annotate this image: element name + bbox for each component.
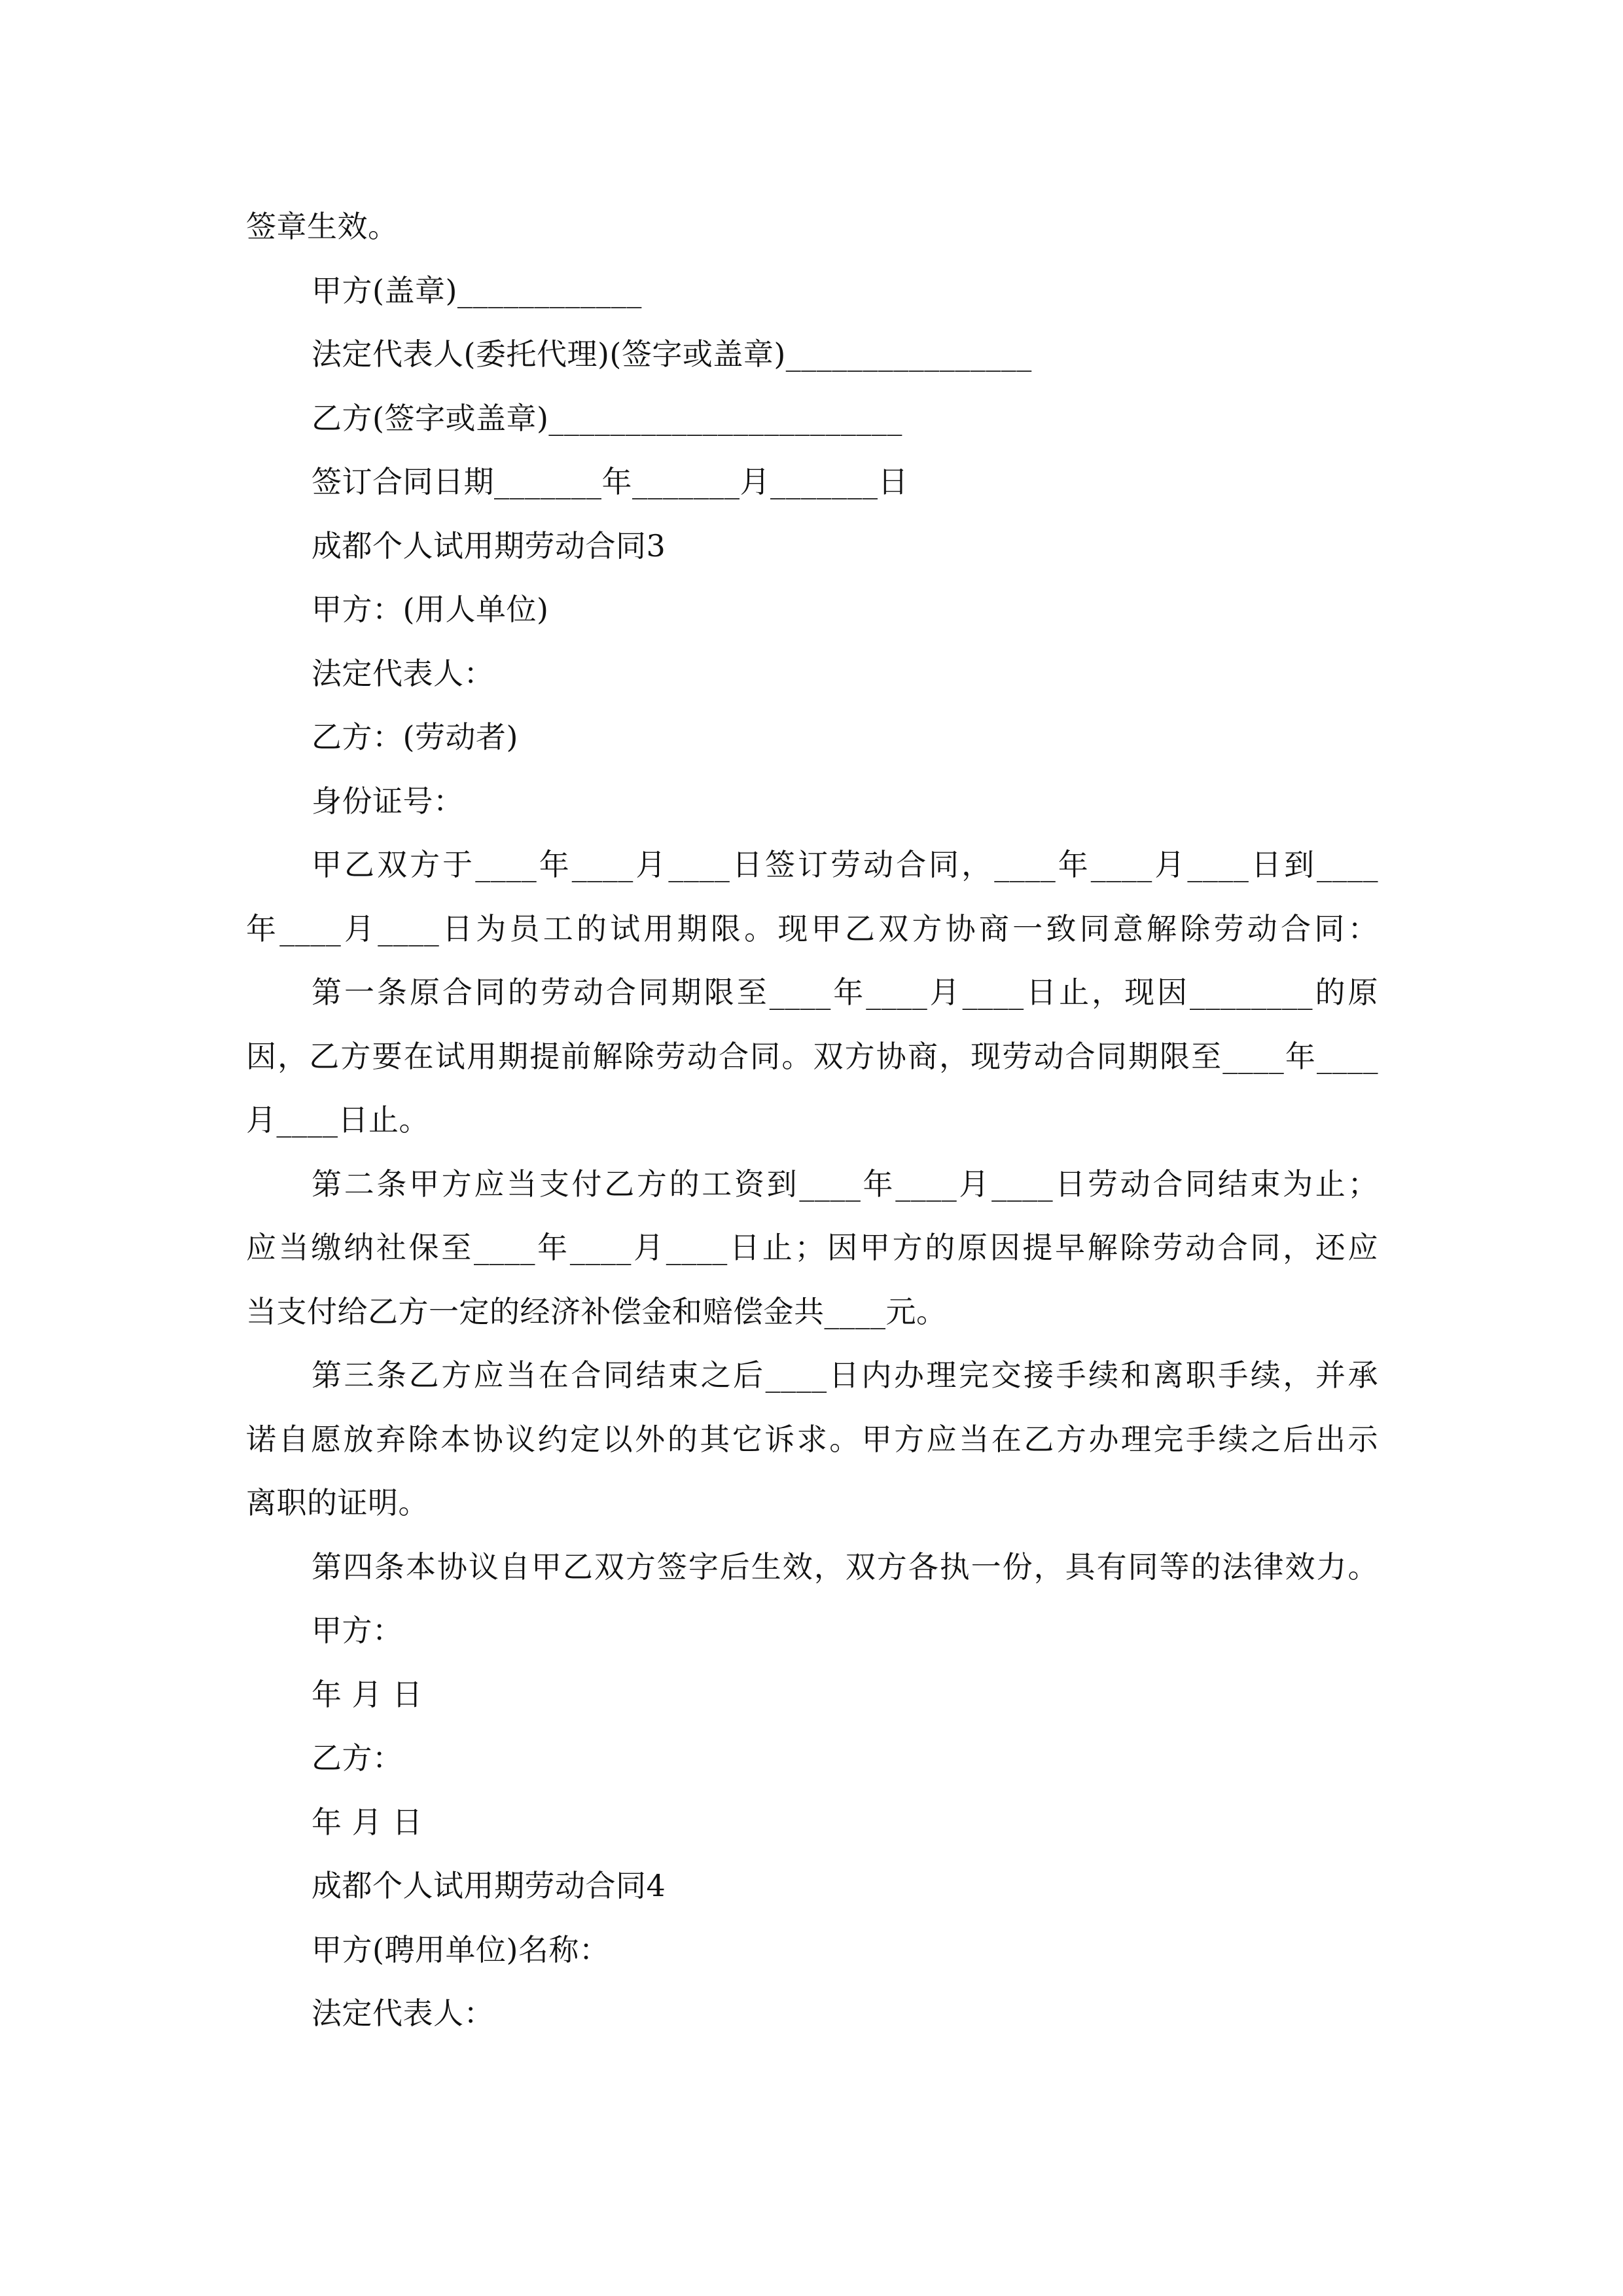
text-line: 当支付给乙方一定的经济补偿金和赔偿金共____元。 xyxy=(246,1293,947,1329)
document-body xyxy=(246,195,1378,2046)
text-line: 年____月____日为员工的试用期限。现甲乙双方协商一致同意解除劳动合同： xyxy=(246,910,1378,946)
text-line: 身份证号： xyxy=(312,783,464,819)
text-line: 第四条本协议自甲乙双方签字后生效，双方各执一份，具有同等的法律效力。 xyxy=(312,1549,1378,1585)
text-line: 离职的证明。 xyxy=(246,1485,429,1520)
text-line: 年 月 日 xyxy=(312,1804,423,1840)
text-line: 乙方：(劳动者) xyxy=(312,719,518,755)
text-line: 法定代表人(委托代理)(签字或盖章)________________ xyxy=(312,336,1032,372)
text-line: 第一条原合同的劳动合同期限至____年____月____日止，现因________的原 xyxy=(312,975,1378,1010)
text-line: 第二条甲方应当支付乙方的工资到____年____月____日劳动合同结束为止； xyxy=(312,1166,1378,1202)
text-line: 法定代表人： xyxy=(312,655,494,691)
text-line: 月____日止。 xyxy=(246,1102,429,1138)
text-line: 签订合同日期_______年_______月_______日 xyxy=(312,464,908,499)
text-line: 签章生效。 xyxy=(246,209,399,244)
text-line: 甲方：(用人单位) xyxy=(312,592,549,627)
text-line: 甲方： xyxy=(312,1613,403,1648)
text-line: 应当缴纳社保至____年____月____日止；因甲方的原因提早解除劳动合同，还应 xyxy=(246,1230,1378,1265)
text-line: 甲乙双方于____年____月____日签订劳动合同，____年____月____日到____ xyxy=(312,847,1378,882)
text-line: 乙方： xyxy=(312,1740,403,1776)
text-line: 成都个人试用期劳动合同4 xyxy=(312,1868,666,1903)
text-line: 因，乙方要在试用期提前解除劳动合同。双方协商，现劳动合同期限至____年____ xyxy=(246,1038,1378,1074)
text-line: 诺自愿放弃除本协议约定以外的其它诉求。甲方应当在乙方办理完手续之后出示 xyxy=(246,1421,1378,1457)
text-line: 法定代表人： xyxy=(312,1996,494,2031)
text-line: 第三条乙方应当在合同结束之后____日内办理完交接手续和离职手续，并承 xyxy=(312,1357,1378,1393)
text-line: 甲方(聘用单位)名称： xyxy=(312,1931,610,1967)
text-line: 年 月 日 xyxy=(312,1676,423,1712)
text-line: 甲方(盖章)____________ xyxy=(312,272,642,308)
text-line: 成都个人试用期劳动合同3 xyxy=(312,528,666,564)
text-line: 乙方(签字或盖章)_______________________ xyxy=(312,400,902,436)
